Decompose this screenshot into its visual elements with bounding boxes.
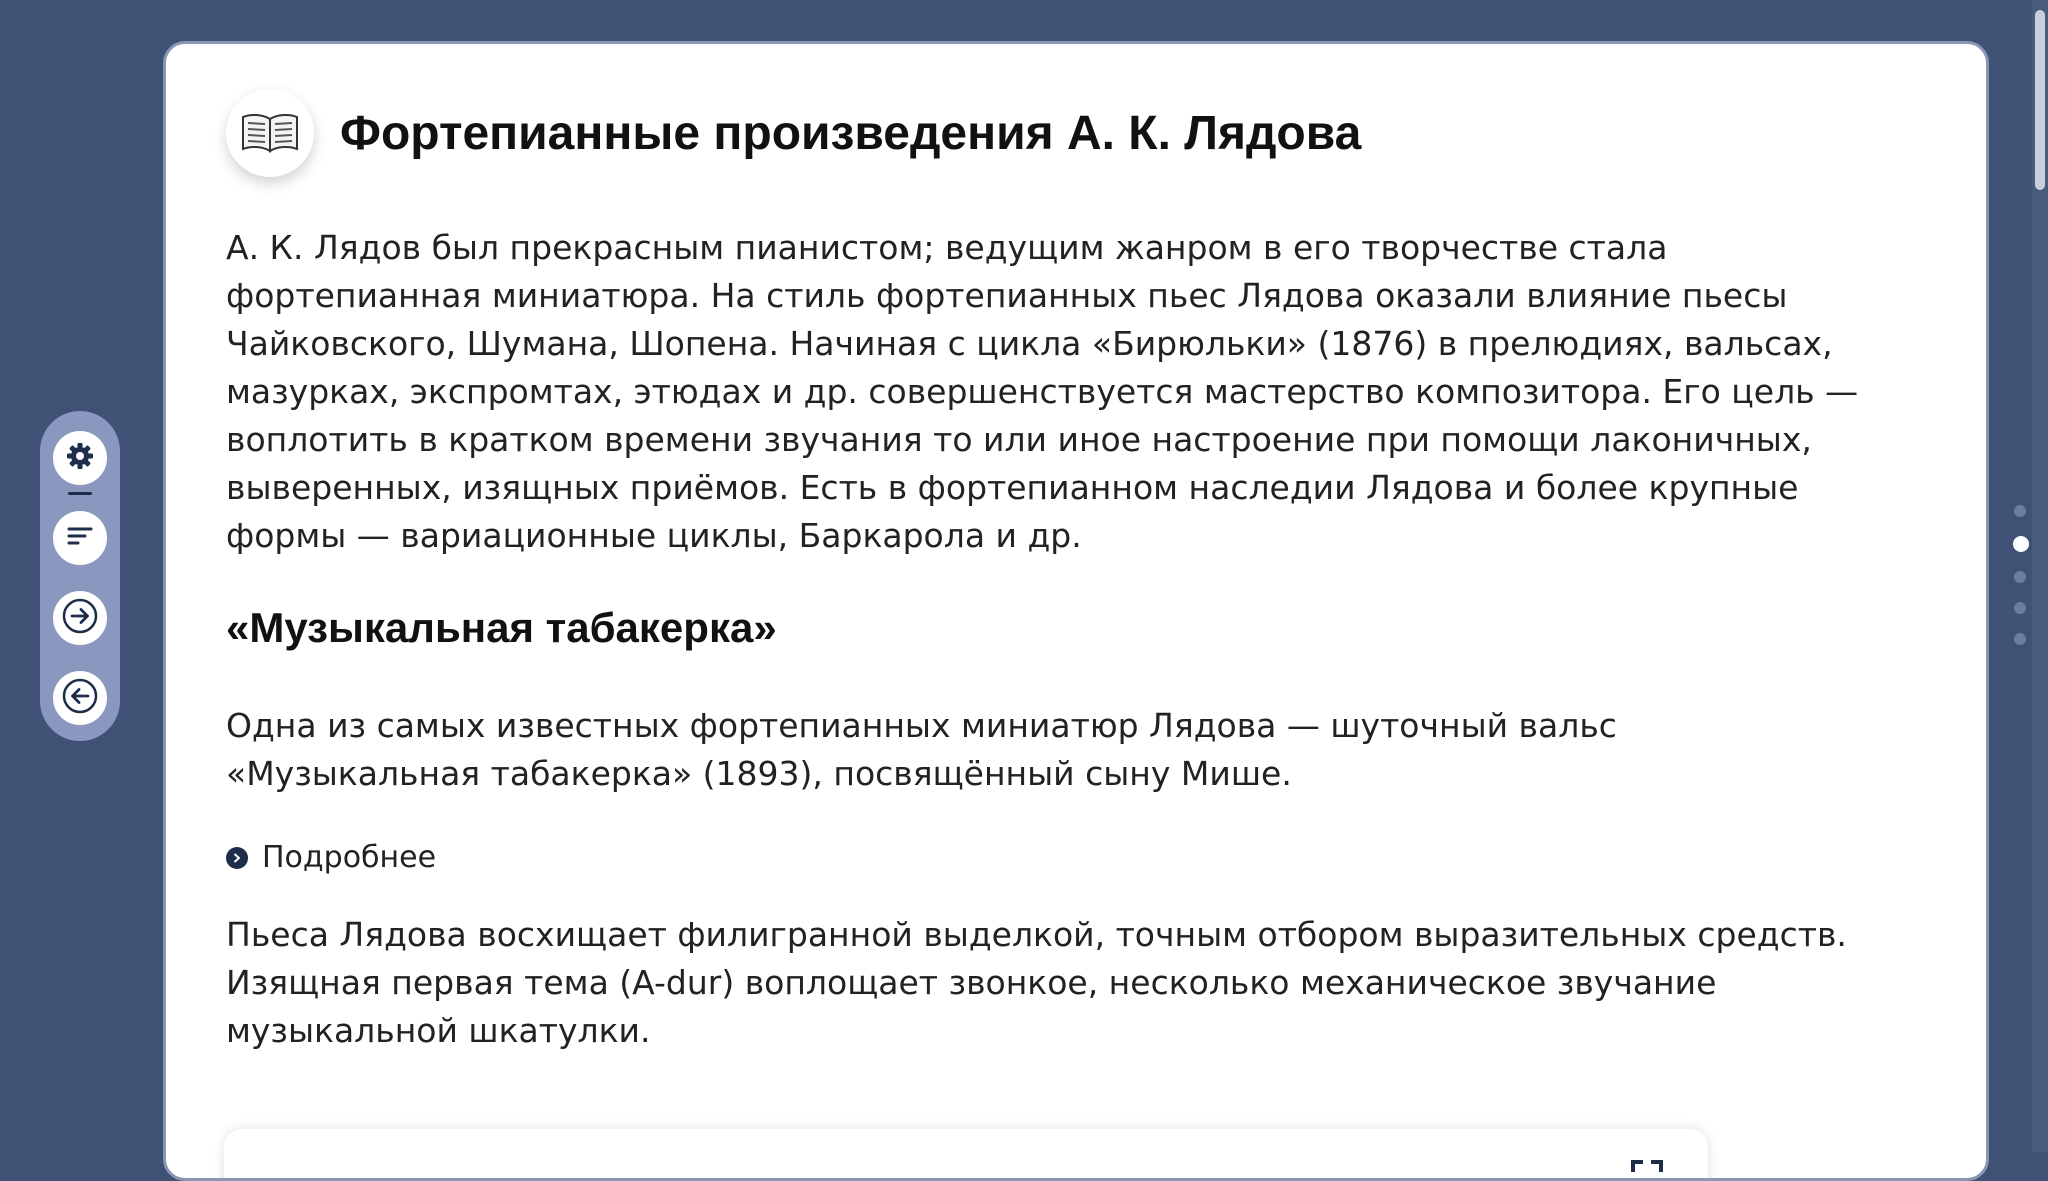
more-details-toggle[interactable] xyxy=(226,840,1946,875)
previous-button[interactable] xyxy=(53,671,107,725)
more-details-label: Подробнее xyxy=(262,840,437,875)
settings-button[interactable] xyxy=(53,431,107,485)
page-title: Фортепианные произведения А. К. Лядова xyxy=(340,106,1362,160)
arrow-left-icon xyxy=(61,677,99,720)
section-heading: «Музыкальная табакерка» xyxy=(226,604,777,651)
media-container xyxy=(224,1129,1708,1181)
intro-paragraph: А. К. Лядов был прекрасным пианистом; ведущим жанром в его творчестве стала фортепианная миниатюра. На стиль фортепианных пьес Лядова оказали влияние пьесы Чайковского, Шумана, Шопена. Начиная с цикла «Бирюльки» (1876) в прелюдиях, вальсах, мазурках, экспромтах, этюдах и др. совершенствуется мастерство композитора. Его цель — воплотить в кратком времени звучания то или иное настроение при помощи лаконичных, выверенных, изящных приёмов. Есть в фортепианном наследии Лядова и более крупные формы — вариационные циклы, Баркарола и др. xyxy=(226,228,1859,555)
description-paragraph: Одна из самых известных фортепианных миниатюр Лядова — шуточный вальс «Музыкальная табакерка» (1893), посвящённый сыну Мише. xyxy=(226,706,1617,793)
analysis-paragraph: Пьеса Лядова восхищает филигранной выделкой, точным отбором выразительных средств. Изящная первая тема (A-dur) воплощает звонкое, несколько механическое звучание музыкальной шкатулки. xyxy=(226,915,1847,1050)
page-dot[interactable] xyxy=(2014,571,2026,583)
table-of-contents-button[interactable] xyxy=(53,511,107,565)
title-row xyxy=(226,89,1361,177)
page-dot[interactable] xyxy=(2014,633,2026,645)
fullscreen-icon[interactable] xyxy=(1630,1159,1664,1181)
article-body xyxy=(226,224,1946,1055)
page-dot[interactable] xyxy=(2014,505,2026,517)
chevron-right-icon xyxy=(226,847,248,869)
toolbar-divider xyxy=(68,492,92,495)
gear-icon xyxy=(65,441,95,476)
scrollbar-thumb[interactable] xyxy=(2035,10,2045,190)
window-scrollbar[interactable] xyxy=(2032,0,2048,1152)
side-toolbar xyxy=(40,411,120,741)
open-book-icon xyxy=(226,89,314,177)
next-button[interactable] xyxy=(53,591,107,645)
page-indicator xyxy=(2013,505,2027,664)
content-card xyxy=(163,41,1989,1181)
list-icon xyxy=(66,524,94,553)
page-dot-active[interactable] xyxy=(2013,536,2029,552)
arrow-right-icon xyxy=(61,597,99,640)
page-dot[interactable] xyxy=(2014,602,2026,614)
